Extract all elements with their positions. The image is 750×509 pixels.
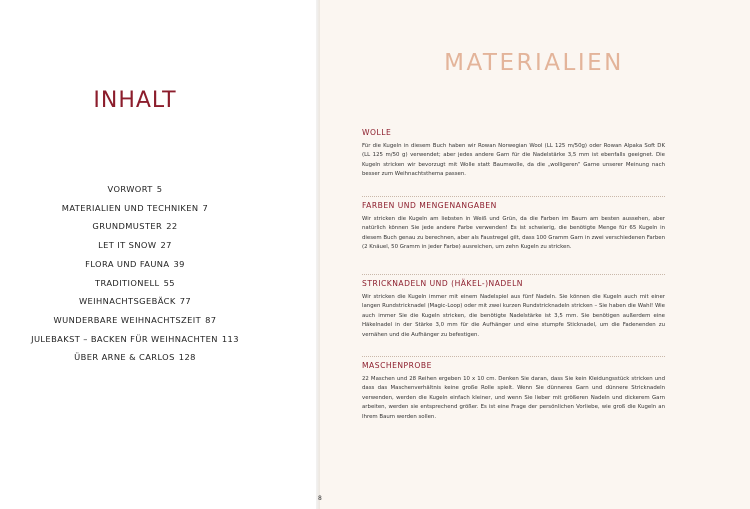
section-heading: WOLLE bbox=[362, 128, 392, 137]
section-heading: FARBEN UND MENGENANGABEN bbox=[362, 196, 665, 210]
section-maschenprobe bbox=[362, 356, 665, 422]
section-stricknadeln bbox=[362, 274, 665, 340]
section-body: Wir stricken die Kugeln am liebsten in Weiß und Grün, da die Farben im Baum am besten aussehen, aber natürlich können Sie jede andere Farbe verwenden! Es ist schwierig, die benötigte Menge für 65 Kugeln in diesem Buch genau zu berechnen, aber als Faustregel gilt, dass 100 Gramm Garn in zwei verschiedenen Farben (2 Knäuel, 50 Gramm in jeder Farbe) ausreichen, um zehn Kugeln zu stricken. bbox=[362, 216, 665, 251]
toc-list bbox=[0, 180, 270, 367]
section-wolle bbox=[362, 128, 665, 180]
book-gutter bbox=[316, 0, 320, 509]
toc-entry: VORWORT 5 bbox=[107, 184, 163, 194]
toc-entry: WEIHNACHTSGEBÄCK 77 bbox=[78, 296, 192, 307]
left-page bbox=[0, 0, 318, 509]
section-body: 22 Maschen und 28 Reihen ergeben 10 x 10 cm. Denken Sie daran, dass Sie kein Kleidungsstück stricken und dass das Maschenverhältnis keine große Rolle spielt. Wenn Sie dünneres Garn und dünnere Stricknadeln verwenden, werden die Kugeln einfach kleiner, und wenn Sie lieber mit größeren Nadeln und dickerem Garn arbeiten, werden sie entsprechend größer. Es ist eine Frage der persönlichen Vorliebe, wie groß die Kugeln an Ihrem Baum werden sollen. bbox=[362, 376, 665, 420]
toc-entry: GRUNDMUSTER 22 bbox=[92, 221, 178, 232]
toc-entry: FLORA UND FAUNA 39 bbox=[85, 258, 185, 269]
toc-entry: LET IT SNOW 27 bbox=[98, 240, 172, 251]
section-title: MATERIALIEN bbox=[444, 50, 624, 76]
toc-entry: ÜBER ARNE & CARLOS 128 bbox=[74, 352, 196, 363]
right-page bbox=[318, 0, 750, 509]
toc-entry: WUNDERBARE WEIHNACHTSZEIT 87 bbox=[53, 314, 217, 325]
section-body: Wir stricken die Kugeln immer mit einem Nadelspiel aus fünf Nadeln. Sie können die Kugeln auch mit einer langen Rundstricknadel (Magic-Loop) oder mit zwei kurzen Rundstricknadeln stricken – Sie haben die Wahl! Wie auch immer Sie die Kugeln stricken, die benötigte Nadelstärke ist 3,5 mm. Sie benötigen außerdem eine Häkelnadel in der Stärke 3,0 mm für die Aufhänger und eine stumpfe Sticknadel, um die Fadenenden zu vernähen und die Aufhänger zu befestigen. bbox=[362, 294, 665, 338]
section-heading: MASCHENPROBE bbox=[362, 356, 665, 370]
toc-entry: JULEBAKST – BACKEN FÜR WEIHNACHTEN 113 bbox=[31, 333, 239, 344]
toc-entry: TRADITIONELL 55 bbox=[95, 277, 175, 288]
page-number: 8 bbox=[318, 495, 322, 502]
section-farben bbox=[362, 196, 665, 253]
section-heading: STRICKNADELN UND (HÄKEL-)NADELN bbox=[362, 274, 665, 288]
toc-entry: MATERIALIEN UND TECHNIKEN 7 bbox=[61, 202, 209, 213]
section-body: Für die Kugeln in diesem Buch haben wir Rowan Norwegian Wool (LL 125 m/50g) oder Rowan Alpaka Soft DK (LL 125 m/50 g) verwendet; aber jedes andere Garn für die Nadelstärke 3,5 mm ist ebenfalls geeignet. Die Kugeln stricken wir bevorzugt mit Wolle statt Baumwolle, da die „wolligeren“ Garne unserer Meinung nach besser zum Weihnachtsthema passen. bbox=[362, 143, 665, 178]
toc-title: INHALT bbox=[93, 88, 177, 113]
